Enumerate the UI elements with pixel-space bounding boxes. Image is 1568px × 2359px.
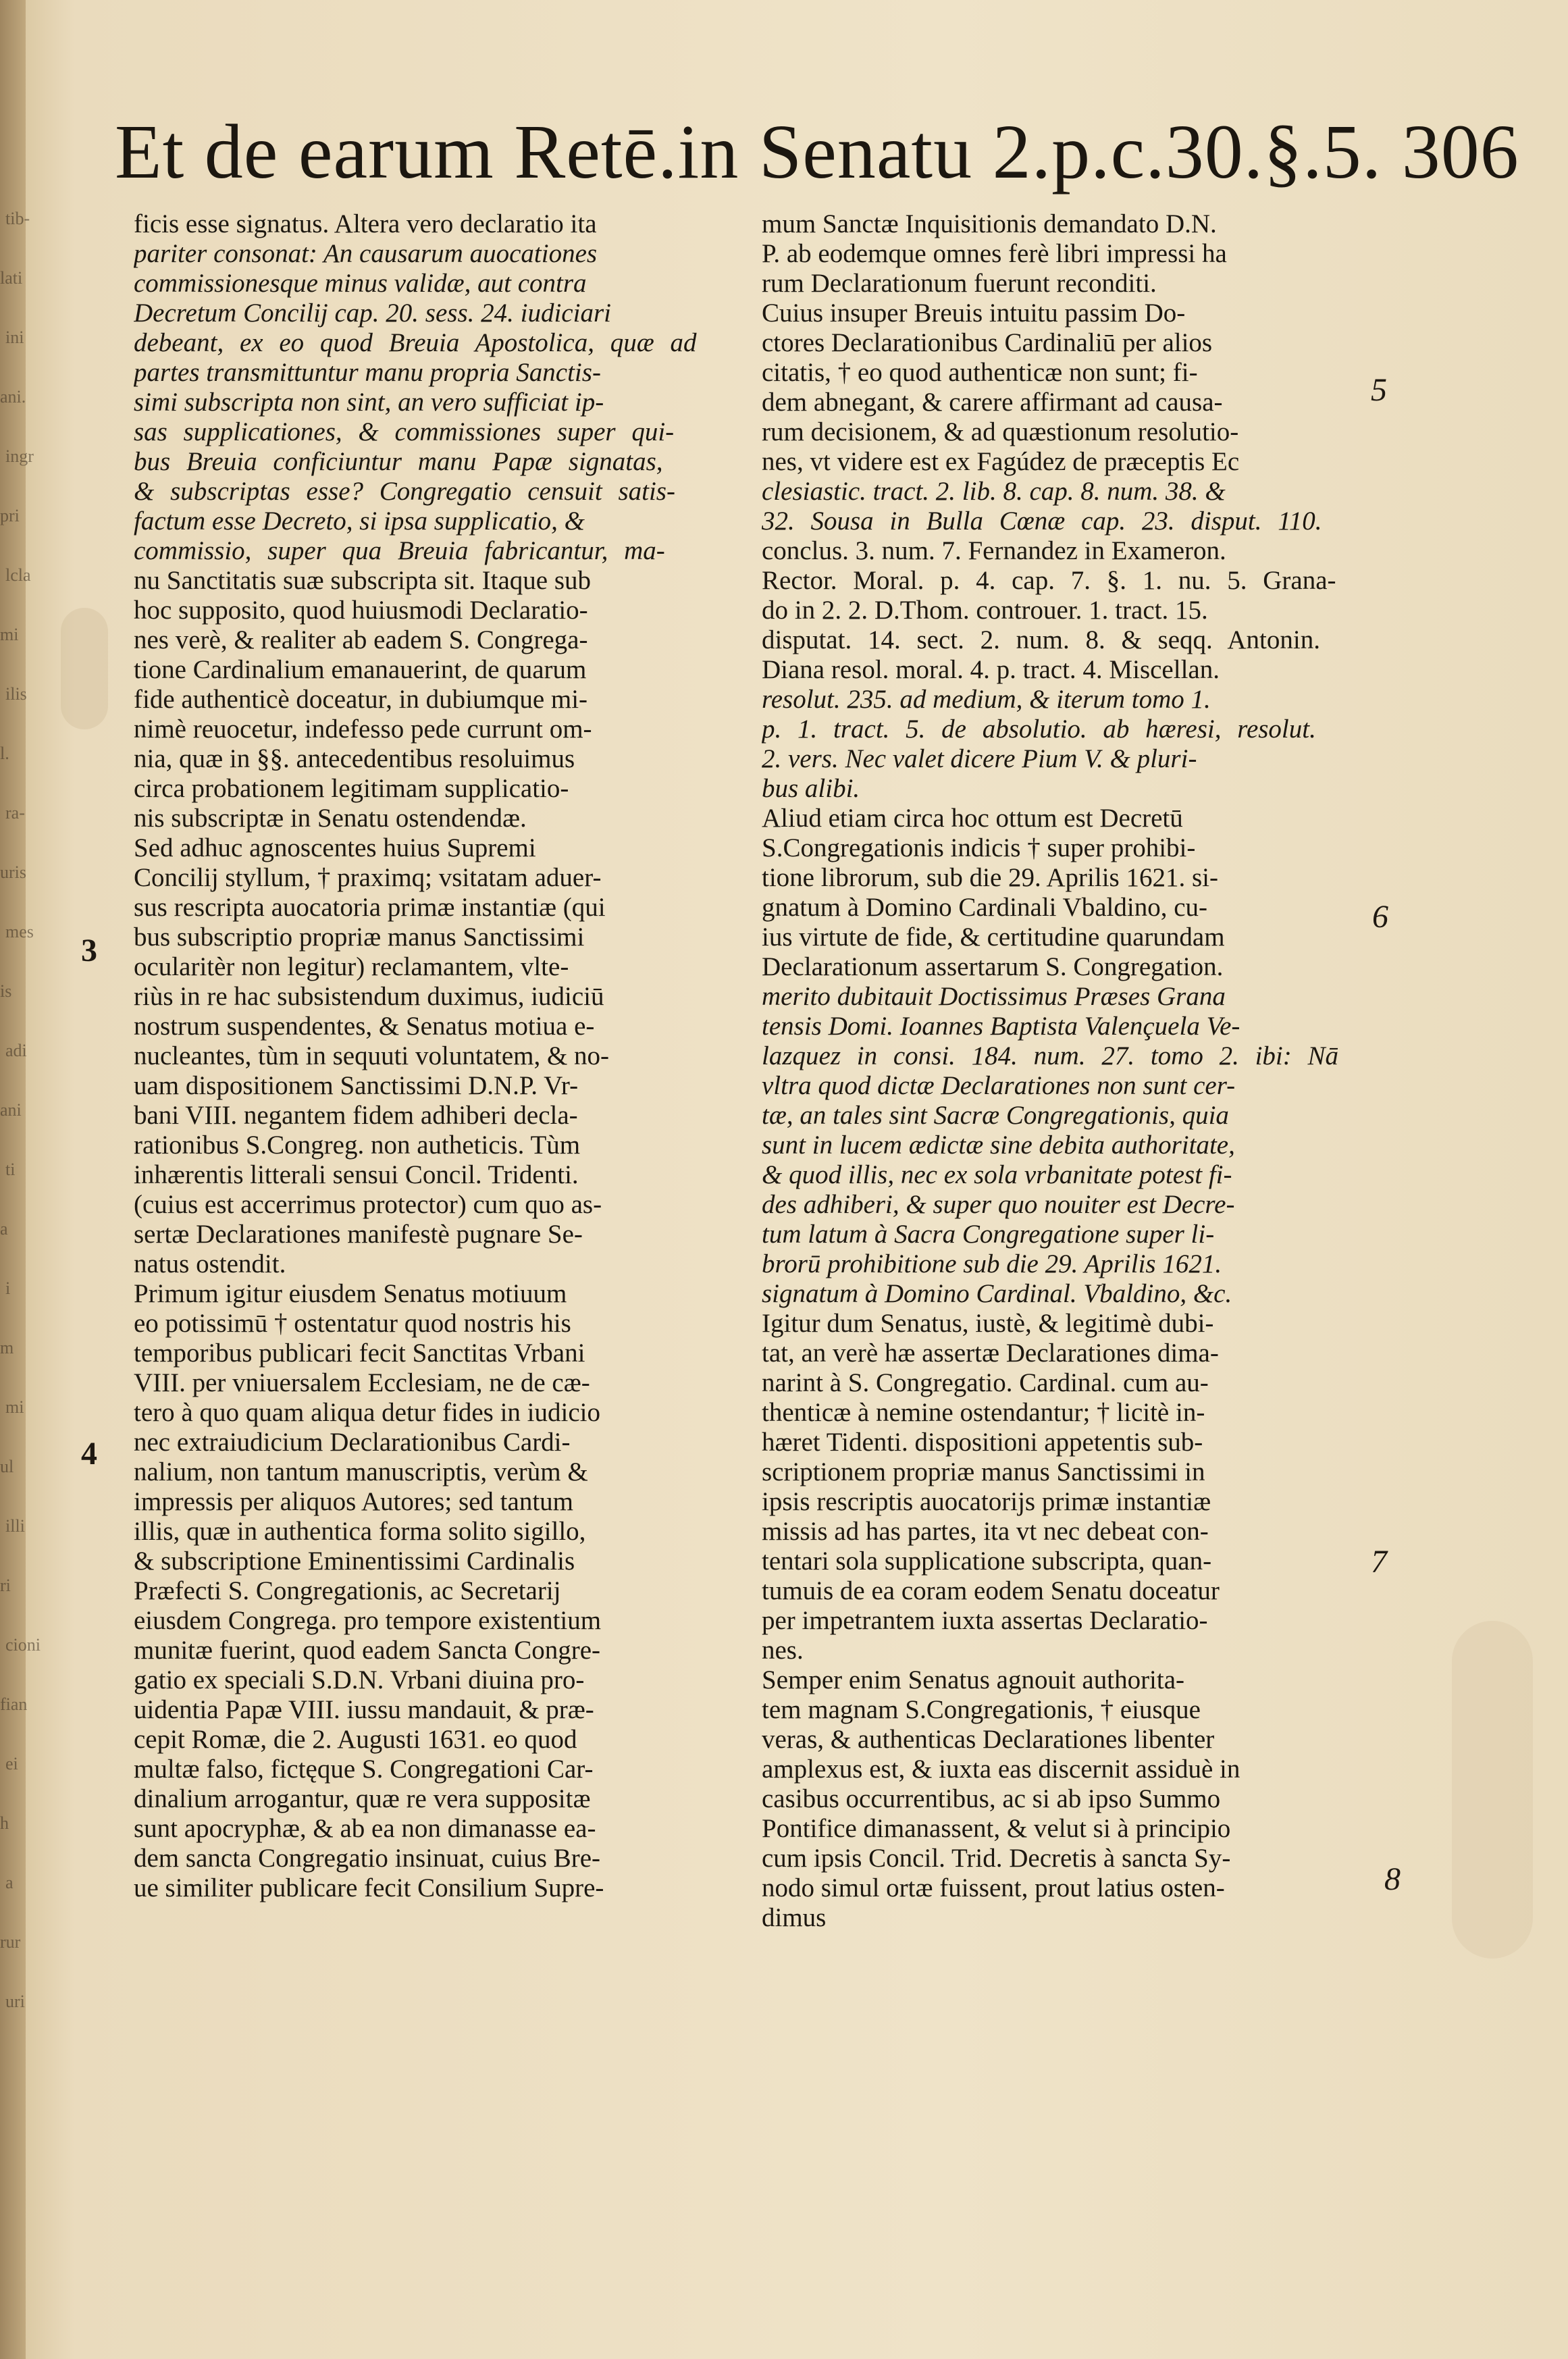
text-line: brorū prohibitione sub die 29. Aprilis 1621.	[762, 1249, 1222, 1278]
margin-number-7: 7	[1371, 1544, 1387, 1580]
text-line: pariter consonat: An causarum auocationes	[134, 239, 598, 268]
text-line: Sed adhuc agnoscentes huius Supremi	[134, 833, 536, 862]
text-line: ue similiter publicare fecit Consilium Supre-	[134, 1873, 604, 1902]
bleed-fragment: a	[0, 1219, 8, 1239]
margin-number-6: 6	[1372, 899, 1388, 935]
text-line: natus ostendit.	[134, 1249, 286, 1278]
facing-page-bleed-text	[0, 189, 43, 2188]
text-line: Cuius insuper Breuis intuitu passim Do-	[762, 299, 1186, 328]
bleed-fragment: l.	[0, 744, 9, 763]
text-line: nec extraiudicium Declarationibus Cardi-	[134, 1428, 571, 1457]
bleed-fragment: rur	[0, 1932, 21, 1952]
text-line: hoc supposito, quod huiusmodi Declaratio-	[134, 596, 588, 625]
text-line: tione librorum, sub die 29. Aprilis 1621. si-	[762, 863, 1218, 892]
text-line: bani VIII. negantem fidem adhiberi decla-	[134, 1101, 578, 1130]
text-line: & quod illis, nec ex sola vrbanitate potest fi-	[762, 1160, 1232, 1189]
text-line: eiusdem Congrega. pro tempore existentium	[134, 1606, 602, 1635]
text-line: Primum igitur eiusdem Senatus motiuum	[134, 1279, 567, 1308]
text-line: Igitur dum Senatus, iustè, & legitimè dubi-	[762, 1309, 1214, 1338]
text-line: tensis Domi. Ioannes Baptista Valençuela Ve-	[762, 1012, 1240, 1041]
left-text-column	[134, 209, 731, 1903]
text-line: factum esse Decreto, si ipsa supplicatio, &	[134, 507, 585, 536]
text-line: cepit Romæ, die 2. Augusti 1631. eo quod	[134, 1725, 577, 1754]
text-line: Concilij styllum, † praximq; vsitatam aduer-	[134, 863, 602, 892]
bleed-fragment: lati	[0, 268, 23, 288]
bleed-fragment: ani	[0, 1100, 22, 1120]
text-line: do in 2. 2. D.Thom. controuer. 1. tract. 15.	[762, 596, 1208, 625]
text-line: bus subscriptio propriæ manus Sanctissimi	[134, 923, 585, 952]
text-line: tem magnam S.Congregationis, † eiusque	[762, 1695, 1201, 1724]
text-line: tum latum à Sacra Congregatione super li-	[762, 1220, 1215, 1249]
text-line: Pontifice dimanassent, & velut si à principio	[762, 1814, 1231, 1843]
bleed-fragment: ul	[0, 1457, 14, 1476]
text-line: narint à S. Congregatio. Cardinal. cum au-	[762, 1368, 1209, 1397]
bleed-fragment: mes	[5, 922, 34, 941]
text-line: VIII. per vniuersalem Ecclesiam, ne de cæ-	[134, 1368, 590, 1397]
text-line: (cuius est accerrimus protector) cum quo as-	[134, 1190, 602, 1219]
text-line: conclus. 3. num. 7. Fernandez in Exameron.	[762, 536, 1226, 565]
bleed-fragment: i	[5, 1278, 11, 1298]
bleed-fragment: tib-	[5, 209, 30, 228]
bleed-fragment: cioni	[5, 1635, 41, 1655]
paper-stain	[61, 608, 108, 729]
bleed-fragment: ri	[0, 1576, 11, 1595]
text-line: resolut. 235. ad medium, & iterum tomo 1.	[762, 685, 1211, 714]
text-line: Declarationum assertarum S. Congregation.	[762, 952, 1224, 981]
text-line: ficis esse signatus. Altera vero declaratio ita	[134, 209, 597, 238]
text-line: Decretum Concilij cap. 20. sess. 24. iudiciari	[134, 299, 611, 328]
text-line: gatio ex speciali S.D.N. Vrbani diuina pro-	[134, 1665, 585, 1694]
text-line: Præfecti S. Congregationis, ac Secretarij	[134, 1576, 561, 1605]
text-line: nes, vt videre est ex Fagúdez de præceptis Ec	[762, 447, 1240, 476]
text-line: dem sancta Congregatio insinuat, cuius Bre-	[134, 1844, 600, 1873]
text-line: nodo simul ortæ fuissent, prout latius osten-	[762, 1873, 1225, 1902]
bleed-fragment: adi	[5, 1041, 27, 1060]
bleed-fragment: uri	[5, 1992, 25, 2011]
text-line: nes.	[762, 1636, 804, 1665]
text-line: merito dubitauit Doctissimus Præses Grana	[762, 982, 1226, 1011]
margin-number-4: 4	[81, 1436, 97, 1472]
text-line: commissio, super qua Breuia fabricantur, ma-	[134, 536, 665, 565]
text-line: Semper enim Senatus agnouit authorita-	[762, 1665, 1185, 1694]
text-line: ipsis rescriptis auocatorijs primæ instantiæ	[762, 1487, 1211, 1516]
text-line: simi subscripta non sint, an vero sufficiat ip-	[134, 388, 604, 417]
margin-number-5: 5	[1371, 372, 1387, 408]
text-line: rum decisionem, & ad quæstionum resolutio-	[762, 417, 1239, 446]
bleed-fragment: ingr	[5, 446, 34, 466]
bleed-fragment: mi	[5, 1397, 24, 1417]
text-line: dem abnegant, & carere affirmant ad causa-	[762, 388, 1223, 417]
text-line: S.Congregationis indicis † super prohibi-	[762, 833, 1196, 862]
text-line: illis, quæ in authentica forma solito sigillo,	[134, 1517, 586, 1546]
text-line: Aliud etiam circa hoc ottum est Decretū	[762, 804, 1183, 833]
text-line: thenticæ à nemine ostendantur; † licitè in-	[762, 1398, 1205, 1427]
text-line: rationibus S.Congreg. non autheticis. Tùm	[134, 1131, 581, 1160]
text-line: scriptionem propriæ manus Sanctissimi in	[762, 1457, 1205, 1486]
bleed-fragment: ini	[5, 328, 24, 347]
text-line: amplexus est, & iuxta eas discernit assiduè in	[762, 1755, 1240, 1784]
text-line: dimus	[762, 1903, 827, 1932]
margin-number-3: 3	[81, 933, 97, 968]
bleed-fragment: lcla	[5, 565, 31, 585]
text-line: dinalium arrogantur, quæ re vera suppositæ	[134, 1784, 591, 1813]
running-head: Et de earum Retē.in Senatu 2.p.c.30.§.5. 306	[115, 109, 1519, 195]
bleed-fragment: uris	[0, 862, 26, 882]
bleed-fragment: pri	[0, 506, 20, 525]
text-line: circa probationem legitimam supplicatio-	[134, 774, 569, 803]
text-line: ius virtute de fide, & certitudine quarundam	[762, 923, 1225, 952]
bleed-fragment: illi	[5, 1516, 25, 1536]
text-line: inhærentis litterali sensui Concil. Tridenti.	[134, 1160, 579, 1189]
text-line: nostrum suspendentes, & Senatus motiua e-	[134, 1012, 595, 1041]
bleed-fragment: ti	[5, 1160, 16, 1179]
paper-stain	[1452, 1621, 1533, 1959]
text-line: multæ falso, fictęque S. Congregationi Car-	[134, 1755, 594, 1784]
text-line: tione Cardinalium emanauerint, de quarum	[134, 655, 587, 684]
text-line: gnatum à Domino Cardinali Vbaldino, cu-	[762, 893, 1207, 922]
text-line: sunt apocryphæ, & ab ea non dimanasse ea-	[134, 1814, 596, 1843]
text-line: rum Declarationum fuerunt reconditi.	[762, 269, 1157, 298]
text-line: partes transmittuntur manu propria Sanctis-	[134, 358, 601, 387]
text-line: munitæ fuerint, quod eadem Sancta Congre-	[134, 1636, 600, 1665]
text-line: tero à quo quam aliqua detur fides in iudicio	[134, 1398, 600, 1427]
text-line: P. ab eodemque omnes ferè libri impressi ha	[762, 239, 1227, 268]
text-line: vltra quod dictæ Declarationes non sunt cer-	[762, 1071, 1236, 1100]
text-line: citatis, † eo quod authenticæ non sunt; fi-	[762, 358, 1198, 387]
bleed-fragment: h	[0, 1813, 9, 1833]
text-line: commissionesque minus validæ, aut contra	[134, 269, 587, 298]
text-line: & subscriptas esse? Congregatio censuit satis-	[134, 477, 675, 506]
text-line: mum Sanctæ Inquisitionis demandato D.N.	[762, 209, 1217, 238]
text-line: tæ, an tales sint Sacræ Congregationis, quia	[762, 1101, 1229, 1130]
bleed-fragment: ra-	[5, 803, 25, 823]
text-line: nia, quæ in §§. antecedentibus resoluimus	[134, 744, 575, 773]
text-line: nis subscriptæ in Senatu ostendendæ.	[134, 804, 527, 833]
text-line: sas supplicationes, & commissiones super qui-	[134, 417, 675, 446]
text-line: casibus occurrentibus, ac si ab ipso Summo	[762, 1784, 1221, 1813]
text-line: lazquez in consi. 184. num. 27. tomo 2. ibi: Nā	[762, 1041, 1338, 1070]
text-line: nu Sanctitatis suæ subscripta sit. Itaque sub	[134, 566, 592, 595]
text-line: sertæ Declarationes manifestè pugnare Se-	[134, 1220, 583, 1249]
text-line: nimè reuocetur, indefesso pede currunt om-	[134, 715, 592, 744]
text-line: nalium, non tantum manuscriptis, verùm &	[134, 1457, 588, 1486]
text-line: per impetrantem iuxta assertas Declaratio-	[762, 1606, 1208, 1635]
right-text-column	[762, 209, 1359, 1933]
text-line: p. 1. tract. 5. de absolutio. ab hæresi, resolut.	[762, 715, 1316, 744]
text-line: signatum à Domino Cardinal. Vbaldino, &c.	[762, 1279, 1232, 1308]
bleed-fragment: ei	[5, 1754, 18, 1773]
text-line: ctores Declarationibus Cardinaliū per alios	[762, 328, 1213, 357]
text-line: sunt in lucem ædictæ sine debita authoritate,	[762, 1131, 1235, 1160]
text-line: ocularitèr non legitur) reclamantem, vlte-	[134, 952, 569, 981]
bleed-fragment: a	[5, 1873, 14, 1892]
text-line: missis ad has partes, ita vt nec debeat con-	[762, 1517, 1209, 1546]
text-line: nes verè, & realiter ab eadem S. Congrega-	[134, 625, 588, 654]
text-line: veras, & authenticas Declarationes libenter	[762, 1725, 1215, 1754]
bleed-fragment: is	[0, 981, 12, 1001]
text-line: fide authenticè doceatur, in dubiumque mi-	[134, 685, 588, 714]
text-line: temporibus publicari fecit Sanctitas Vrbani	[134, 1339, 585, 1368]
text-line: bus Breuia conficiuntur manu Papæ signatas,	[134, 447, 663, 476]
text-line: 32. Sousa in Bulla Cœnæ cap. 23. disput. 110.	[762, 507, 1322, 536]
text-line: des adhiberi, & super quo nouiter est Decre-	[762, 1190, 1235, 1219]
text-line: 2. vers. Nec valet dicere Pium V. & pluri-	[762, 744, 1197, 773]
text-line: impressis per aliquos Autores; sed tantum	[134, 1487, 574, 1516]
text-line: eo potissimū † ostentatur quod nostris his	[134, 1309, 571, 1338]
text-line: tentari sola supplicatione subscripta, quan-	[762, 1547, 1212, 1576]
bleed-fragment: m	[0, 1338, 14, 1357]
bleed-fragment: mi	[0, 625, 19, 644]
text-line: hæret Tidenti. dispositioni appetentis sub-	[762, 1428, 1203, 1457]
text-line: Diana resol. moral. 4. p. tract. 4. Miscellan.	[762, 655, 1220, 684]
text-line: clesiastic. tract. 2. lib. 8. cap. 8. num. 38. &	[762, 477, 1226, 506]
text-line: riùs in re hac subsistendum duximus, iudiciū	[134, 982, 604, 1011]
text-line: disputat. 14. sect. 2. num. 8. & seqq. Antonin.	[762, 625, 1320, 654]
text-line: Rector. Moral. p. 4. cap. 7. §. 1. nu. 5. Grana-	[762, 566, 1336, 595]
text-line: tat, an verè hæ assertæ Declarationes dima-	[762, 1339, 1219, 1368]
text-line: & subscriptione Eminentissimi Cardinalis	[134, 1547, 575, 1576]
text-line: sus rescripta auocatoria primæ instantiæ (qui	[134, 893, 606, 922]
text-line: uidentia Papæ VIII. iussu mandauit, & præ-	[134, 1695, 594, 1724]
text-line: bus alibi.	[762, 774, 860, 803]
text-line: tumuis de ea coram eodem Senatu doceatur	[762, 1576, 1220, 1605]
bleed-fragment: ani.	[0, 387, 26, 407]
margin-number-8: 8	[1384, 1861, 1401, 1897]
text-line: debeant, ex eo quod Breuia Apostolica, quæ ad	[134, 328, 697, 357]
bleed-fragment: ilis	[5, 684, 27, 704]
bleed-fragment: fian	[0, 1694, 28, 1714]
text-line: nucleantes, tùm in sequuti voluntatem, & no-	[134, 1041, 610, 1070]
text-line: cum ipsis Concil. Trid. Decretis à sancta Sy-	[762, 1844, 1231, 1873]
text-line: uam dispositionem Sanctissimi D.N.P. Vr-	[134, 1071, 579, 1100]
